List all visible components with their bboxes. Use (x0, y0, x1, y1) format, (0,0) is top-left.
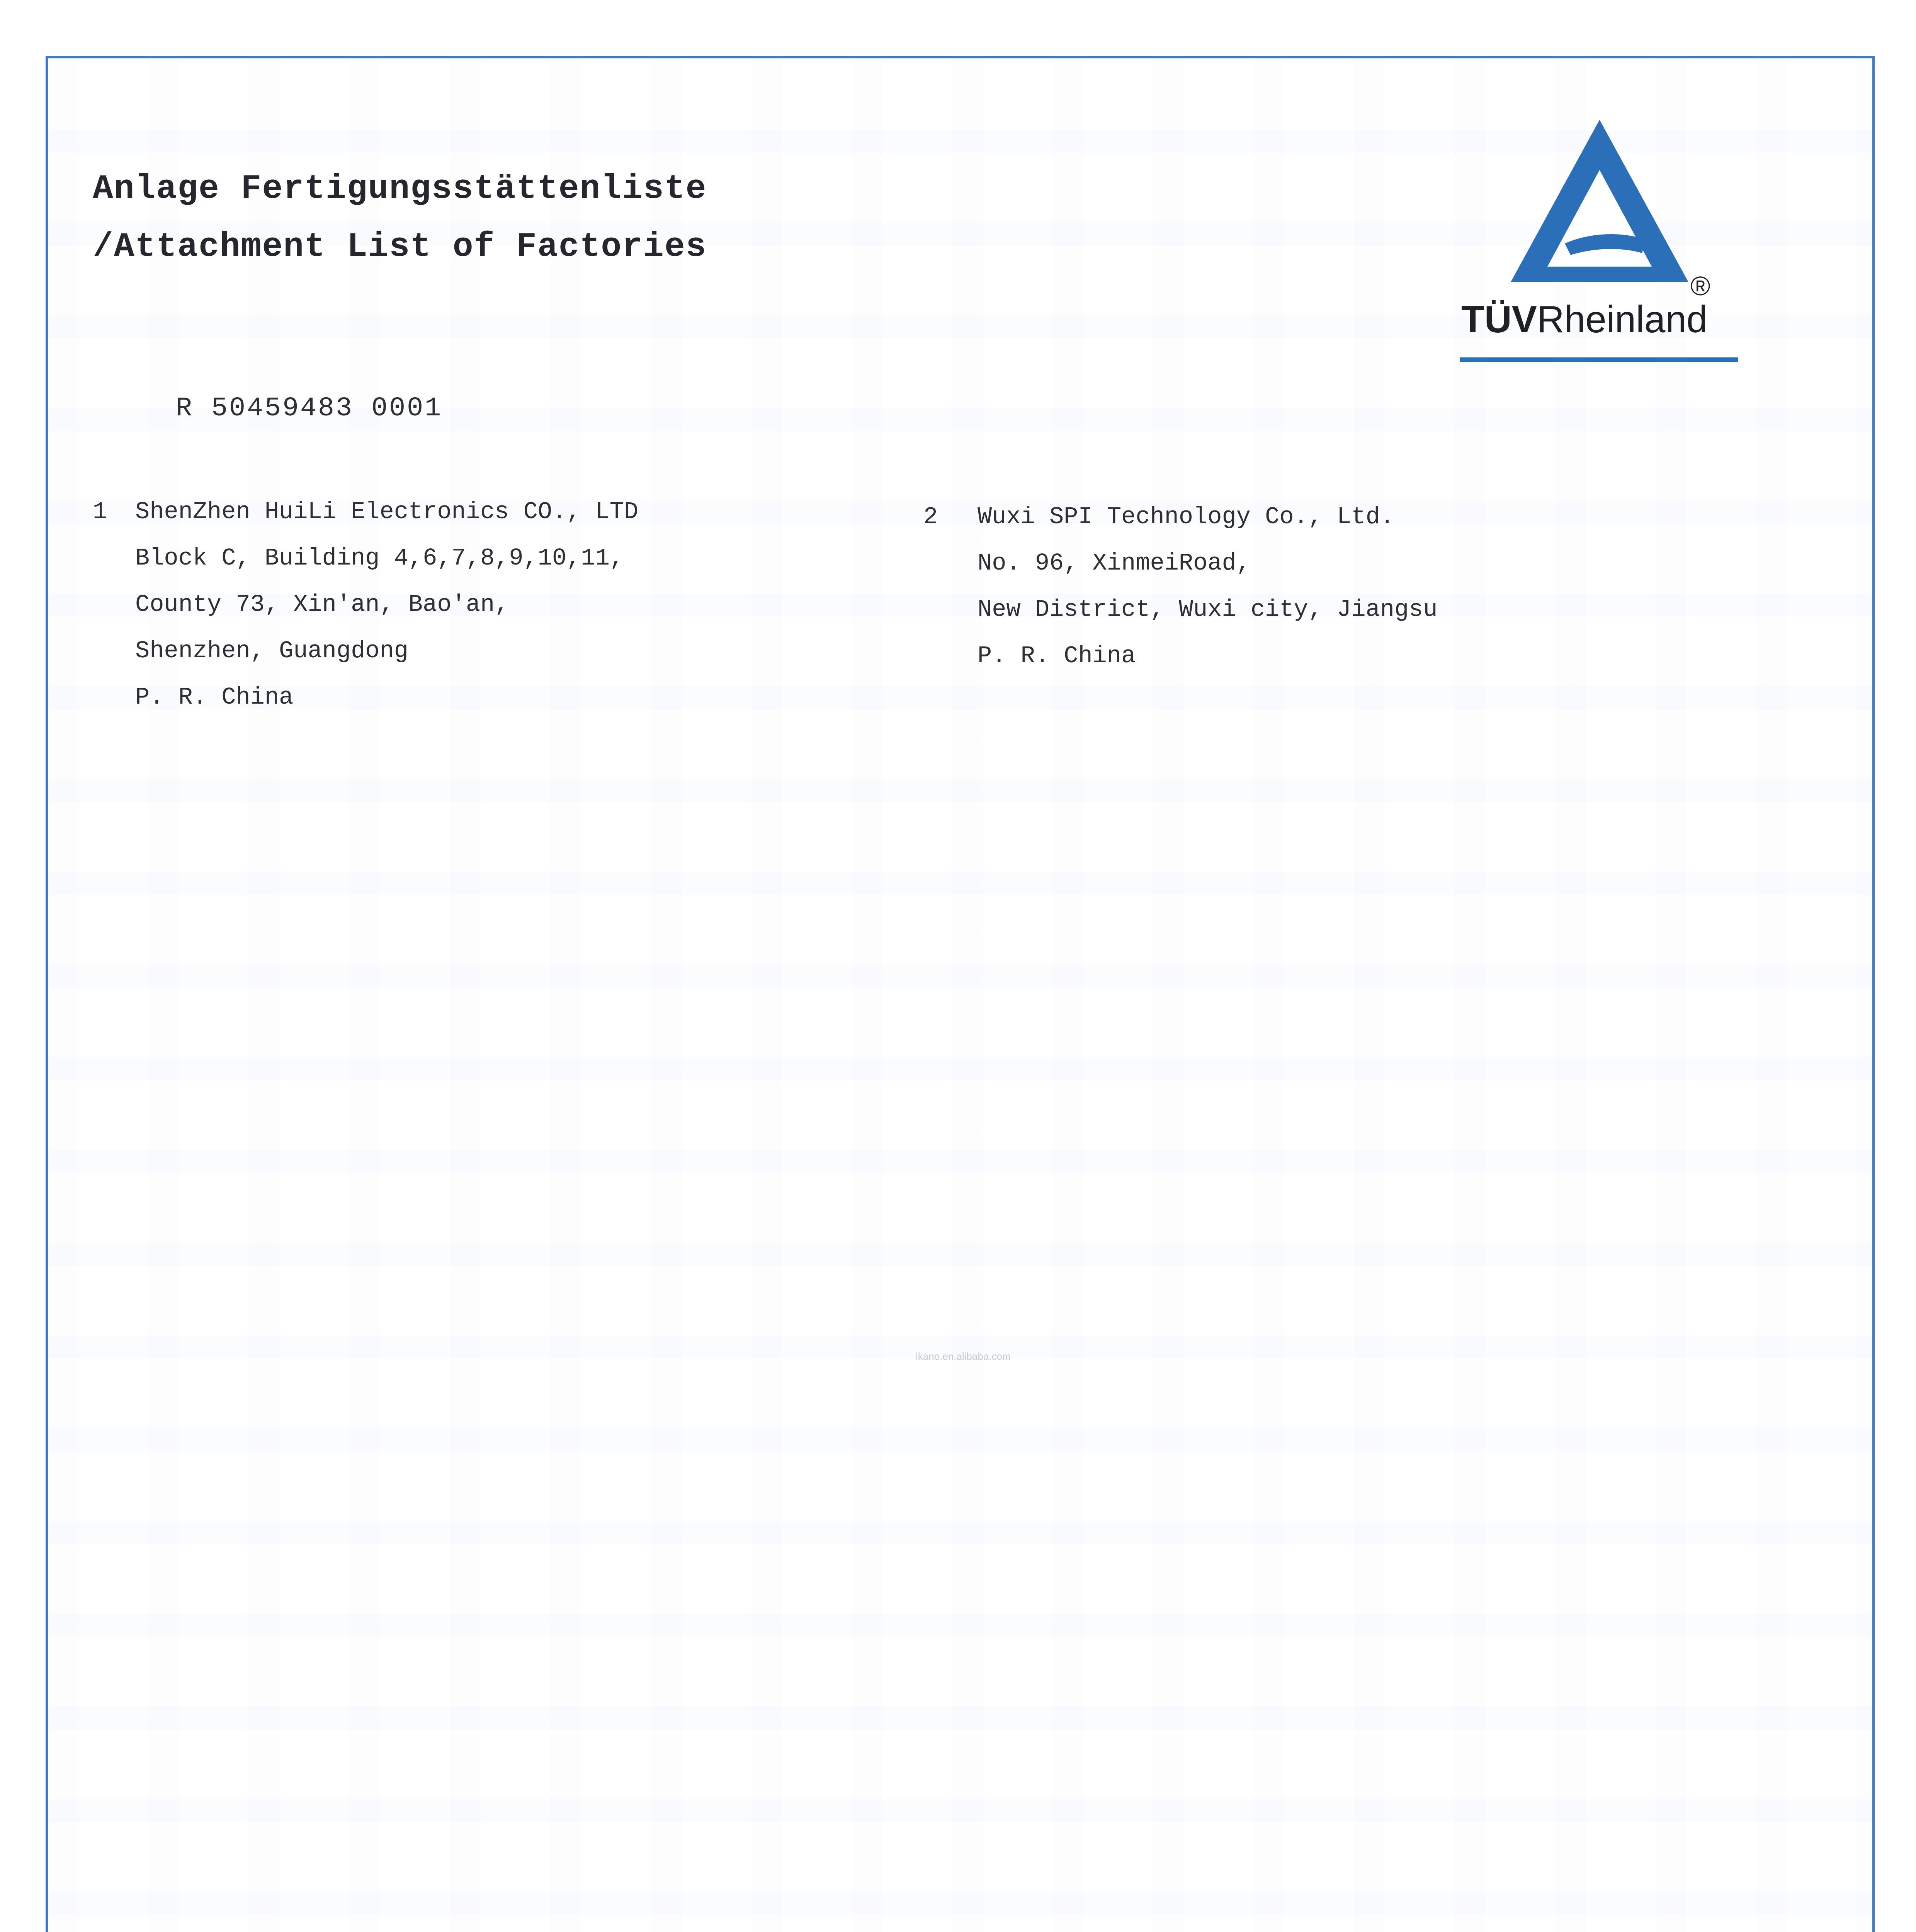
tuv-logo-wordmark: TÜVRheinland (1461, 298, 1708, 340)
registered-mark: ® (1690, 271, 1710, 301)
title-english: /Attachment List of Factories (93, 228, 707, 266)
factory-address: ShenZhen HuiLi Electronics CO., LTD Block C, Building 4,6,7,8,9,10,11, County 73, Xin'an, Bao'an, Shenzhen, Guangdong P. R. China (135, 498, 639, 711)
report-number: R 50459483 0001 (176, 393, 443, 424)
watermark-text: lkano.en.alibaba.com (916, 1350, 1011, 1362)
factory-number: 1 (93, 498, 107, 526)
tuv-triangle-logo-icon (1507, 116, 1692, 286)
logo-underline (1460, 357, 1738, 362)
factory-number: 2 (923, 503, 938, 531)
title-german: Anlage Fertigungsstättenliste (93, 170, 707, 208)
factory-address: Wuxi SPI Technology Co., Ltd. No. 96, XinmeiRoad, New District, Wuxi city, Jiangsu P. R. China (978, 503, 1438, 670)
